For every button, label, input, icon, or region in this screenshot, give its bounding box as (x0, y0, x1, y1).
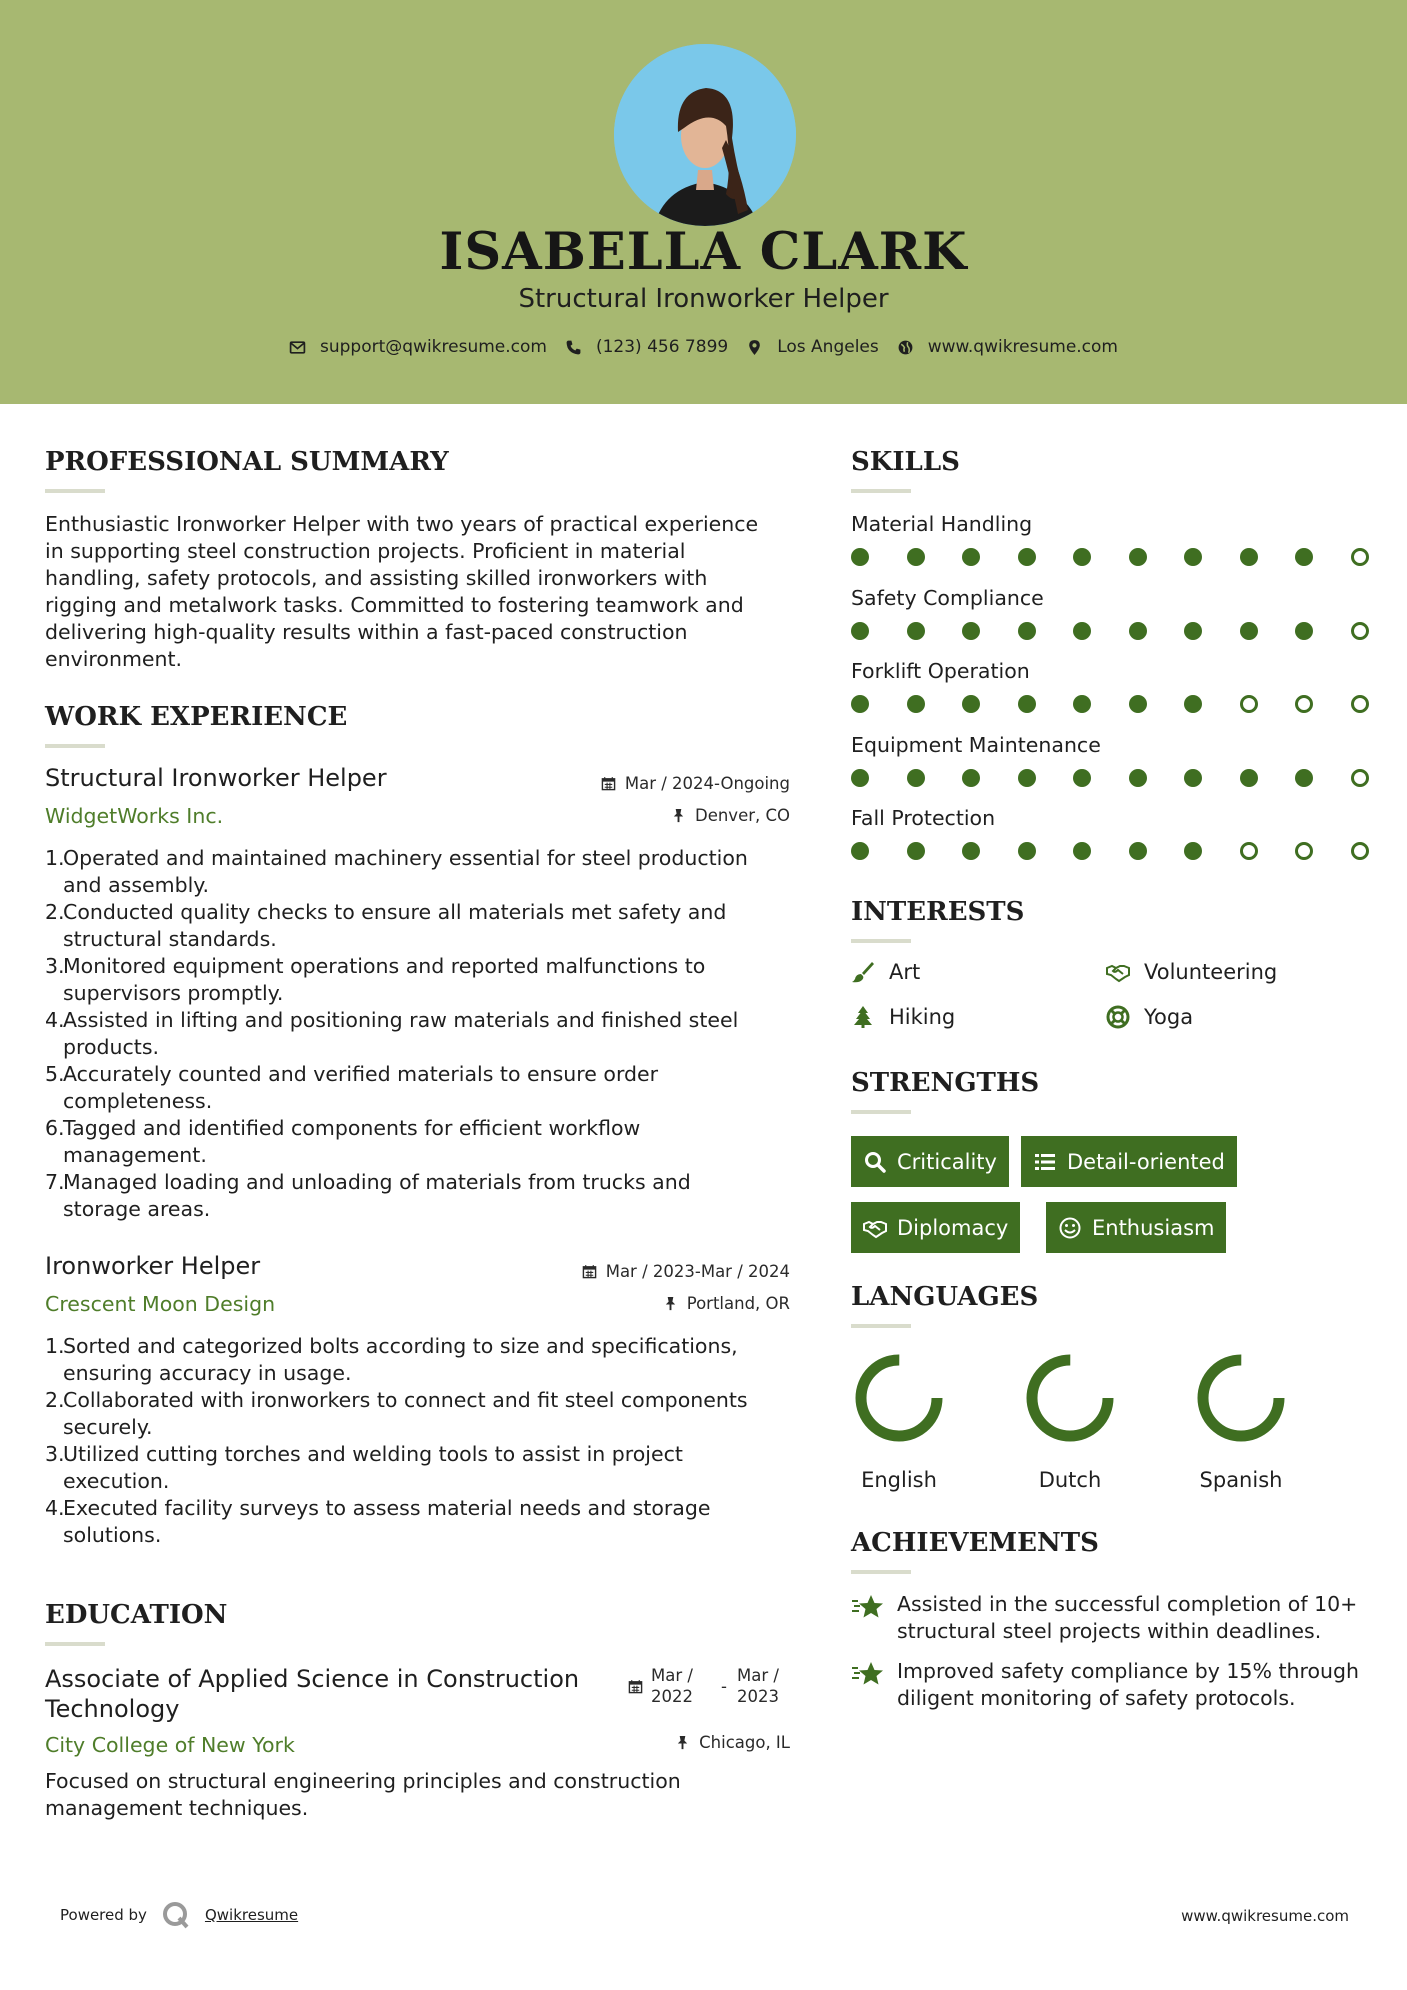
skill-dot-filled (1129, 548, 1147, 566)
education-dates (628, 1665, 779, 1707)
interest-yoga: Yoga (1106, 1005, 1193, 1029)
skill-dot-empty (1351, 769, 1369, 787)
skill-dot-filled (1184, 622, 1202, 640)
contact-location (746, 337, 879, 357)
education-start: Mar / 2022 (651, 1666, 693, 1706)
strength-chip-diplomacy: Diplomacy (851, 1202, 1020, 1253)
skill-rating (851, 548, 1365, 566)
star-award-icon (851, 1660, 883, 1690)
achievement-text: Assisted in the successful completion of 10+ structural steel projects within deadlines. (897, 1592, 1358, 1643)
language-item (1181, 1350, 1301, 1492)
summary-line: environment. (45, 647, 183, 671)
job-location (663, 1294, 790, 1313)
skill-dot-filled (1184, 769, 1202, 787)
summary-heading: PROFESSIONAL SUMMARY (45, 447, 449, 477)
job-location-text: Portland, OR (686, 1294, 790, 1313)
language-progress-ring (851, 1350, 947, 1446)
language-label: English (861, 1468, 937, 1492)
languages-rule (851, 1324, 911, 1328)
skill-dot-filled (907, 842, 925, 860)
skill-dot-filled (1295, 548, 1313, 566)
contact-email[interactable] (289, 337, 547, 357)
skill-dot-empty (1351, 695, 1369, 713)
experience-heading: WORK EXPERIENCE (45, 702, 348, 732)
summary-line: Enthusiastic Ironworker Helper with two years of practical experience (45, 512, 759, 536)
skill-label: Safety Compliance (851, 585, 1044, 610)
pushpin-icon (663, 1296, 678, 1311)
summary-line: rigging and metalwork tasks. Committed to fostering teamwork and (45, 593, 744, 617)
skill-dot-filled (1184, 842, 1202, 860)
language-label: Dutch (1038, 1468, 1102, 1492)
skill-dot-filled (1129, 842, 1147, 860)
skill-dot-filled (851, 622, 869, 640)
qwikresume-logo-icon (161, 1900, 191, 1930)
skill-dot-filled (907, 622, 925, 640)
calendar-icon (601, 776, 616, 791)
star-award-icon (851, 1593, 883, 1623)
skill-dot-filled (1073, 695, 1091, 713)
skill-dot-filled (1295, 622, 1313, 640)
globe-icon (897, 339, 914, 356)
profile-photo-illustration (614, 44, 796, 226)
smile-icon (1058, 1216, 1082, 1240)
handshake-icon (863, 1216, 887, 1240)
skill-dot-filled (1240, 548, 1258, 566)
skill-label: Equipment Maintenance (851, 732, 1101, 757)
school-name: City College of New York (45, 1733, 295, 1757)
skill-dot-filled (907, 695, 925, 713)
experience-rule (45, 744, 105, 748)
skill-dot-filled (1018, 548, 1036, 566)
skill-dot-filled (1129, 769, 1147, 787)
interests-rule (851, 939, 911, 943)
company-name: Crescent Moon Design (45, 1292, 276, 1316)
skill-label: Forklift Operation (851, 659, 1030, 683)
list-icon (1033, 1150, 1057, 1174)
brush-icon (851, 960, 875, 984)
job-date (601, 774, 790, 793)
list-item: 4. Assisted in lifting and positioning raw materials and finished steel products. (45, 1008, 739, 1059)
language-progress-ring (1022, 1350, 1118, 1446)
strengths-heading: STRENGTHS (851, 1068, 1040, 1098)
skill-rating (851, 842, 1365, 860)
education-end: Mar / 2023 (736, 1666, 779, 1706)
skill-dot-empty (1351, 842, 1369, 860)
skill-dot-filled (1018, 769, 1036, 787)
skill-dot-filled (1295, 769, 1313, 787)
skill-dot-filled (1018, 622, 1036, 640)
skill-dot-filled (962, 622, 980, 640)
interest-volunteering: Volunteering (1106, 960, 1277, 984)
calendar-icon (628, 1679, 643, 1694)
interest-hiking: Hiking (851, 1005, 955, 1029)
achievements-rule (851, 1570, 911, 1574)
skill-rating (851, 622, 1365, 640)
achievement-text: Improved safety compliance by 15% through diligent monitoring of safety protocols. (897, 1659, 1360, 1710)
job-title: Structural Ironworker Helper (45, 764, 387, 792)
skill-dot-filled (962, 695, 980, 713)
skill-dot-empty (1295, 842, 1313, 860)
list-item: 6. Tagged and identified components for efficient workflow management. (45, 1116, 641, 1167)
language-item (839, 1350, 959, 1492)
candidate-title: Structural Ironworker Helper (518, 284, 889, 314)
skill-dot-filled (962, 548, 980, 566)
skill-rating (851, 695, 1365, 713)
list-item: 7. Managed loading and unloading of materials from trucks and storage areas. (45, 1170, 691, 1221)
summary-line: delivering high-quality results within a fast-paced construction (45, 620, 688, 644)
strength-chip-enthusiasm: Enthusiasm (1046, 1202, 1226, 1253)
skill-dot-empty (1240, 695, 1258, 713)
candidate-name: ISABELLA CLARK (439, 222, 968, 282)
education-description: Focused on structural engineering principles and construction management techniques. (45, 1769, 681, 1820)
education-heading: EDUCATION (45, 1600, 228, 1630)
job-date (582, 1262, 790, 1281)
job-bullets (45, 845, 790, 1223)
strength-chip-detail-oriented: Detail-oriented (1021, 1136, 1237, 1187)
skill-dot-empty (1351, 622, 1369, 640)
strength-chip-criticality: Criticality (851, 1136, 1009, 1187)
skill-dot-filled (1240, 622, 1258, 640)
email-text: support@qwikresume.com (320, 337, 547, 357)
envelope-icon (289, 339, 306, 356)
job-title: Ironworker Helper (45, 1252, 261, 1280)
job-location-text: Denver, CO (694, 806, 790, 825)
strengths-rule (851, 1110, 911, 1114)
list-item: 1. Operated and maintained machinery essential for steel production and assembly. (45, 846, 748, 897)
languages-heading: LANGUAGES (851, 1282, 1039, 1312)
education-rule (45, 1642, 105, 1646)
summary-text (45, 511, 785, 673)
skill-dot-empty (1295, 695, 1313, 713)
skill-dot-filled (1129, 695, 1147, 713)
skill-dot-filled (1184, 548, 1202, 566)
achievement-item (851, 1658, 1371, 1712)
contact-website[interactable] (897, 337, 1118, 357)
achievement-item (851, 1591, 1371, 1645)
language-item (1010, 1350, 1130, 1492)
skill-dot-filled (1184, 695, 1202, 713)
list-item: 4. Executed facility surveys to assess material needs and storage solutions. (45, 1496, 711, 1547)
skill-dot-filled (1073, 622, 1091, 640)
summary-line: handling, safety protocols, and assisting skilled ironworkers with (45, 566, 708, 590)
phone-text: (123) 456 7899 (595, 337, 729, 357)
education-location-text: Chicago, IL (699, 1733, 790, 1752)
skill-dot-filled (1073, 769, 1091, 787)
list-item: 2. Collaborated with ironworkers to connect and fit steel components securely. (45, 1388, 748, 1439)
skill-label: Fall Protection (851, 806, 996, 830)
education-location (675, 1733, 790, 1752)
interest-art: Art (851, 960, 920, 984)
map-pin-icon (746, 339, 763, 356)
contact-phone[interactable] (565, 337, 728, 357)
location-text: Los Angeles (777, 337, 879, 357)
skill-dot-filled (962, 842, 980, 860)
skill-dot-filled (851, 769, 869, 787)
list-item: 3. Utilized cutting torches and welding tools to assist in project execution. (45, 1442, 683, 1493)
pushpin-icon (671, 808, 686, 823)
degree-title: Associate of Applied Science in Construction Technology (45, 1665, 580, 1723)
pushpin-icon (675, 1735, 690, 1750)
skill-label: Material Handling (851, 512, 1033, 536)
skills-heading: SKILLS (851, 447, 960, 477)
contact-bar (0, 337, 1407, 357)
phone-icon (565, 339, 582, 356)
skill-dot-filled (851, 548, 869, 566)
powered-by-label: Powered by (60, 1906, 147, 1924)
summary-line: in supporting steel construction projects. Proficient in material (45, 539, 686, 563)
lifebuoy-icon (1106, 1005, 1130, 1029)
date-separator: - (721, 1676, 727, 1696)
skill-dot-filled (1073, 842, 1091, 860)
list-item: 3. Monitored equipment operations and reported malfunctions to supervisors promptly. (45, 954, 706, 1005)
job-bullets (45, 1333, 790, 1549)
footer-website[interactable]: www.qwikresume.com (1181, 1907, 1349, 1925)
skill-dot-filled (1240, 769, 1258, 787)
profile-photo (614, 44, 796, 226)
website-text: www.qwikresume.com (927, 337, 1118, 357)
company-name: WidgetWorks Inc. (45, 804, 224, 828)
achievements-heading: ACHIEVEMENTS (851, 1528, 1099, 1558)
skill-dot-filled (962, 769, 980, 787)
list-item: 2. Conducted quality checks to ensure all materials met safety and structural standards. (45, 900, 727, 951)
skill-dot-filled (907, 548, 925, 566)
tree-icon (851, 1005, 875, 1029)
skill-dot-filled (851, 842, 869, 860)
handshake-icon (1106, 960, 1130, 984)
skill-dot-empty (1240, 842, 1258, 860)
calendar-icon (582, 1264, 597, 1279)
language-progress-ring (1193, 1350, 1289, 1446)
job-location (671, 806, 790, 825)
skill-dot-filled (907, 769, 925, 787)
resume-header (0, 0, 1407, 404)
job-date-text: Mar / 2023-Mar / 2024 (605, 1262, 790, 1281)
skills-rule (851, 489, 911, 493)
skill-rating (851, 769, 1365, 787)
qwikresume-link[interactable]: Qwikresume (204, 1906, 299, 1924)
skill-dot-filled (851, 695, 869, 713)
interests-heading: INTERESTS (851, 897, 1025, 927)
list-item: 5. Accurately counted and verified materials to ensure order completeness. (45, 1062, 659, 1113)
skill-dot-filled (1129, 622, 1147, 640)
job-date-text: Mar / 2024-Ongoing (624, 774, 790, 793)
list-item: 1. Sorted and categorized bolts according to size and specifications, ensuring accuracy in usage. (45, 1334, 738, 1385)
skill-dot-empty (1351, 548, 1369, 566)
skill-dot-filled (1073, 548, 1091, 566)
summary-rule (45, 489, 105, 493)
search-icon (863, 1150, 887, 1174)
skill-dot-filled (1018, 842, 1036, 860)
skill-dot-filled (1018, 695, 1036, 713)
language-label: Spanish (1199, 1468, 1283, 1492)
powered-by (60, 1900, 298, 1930)
